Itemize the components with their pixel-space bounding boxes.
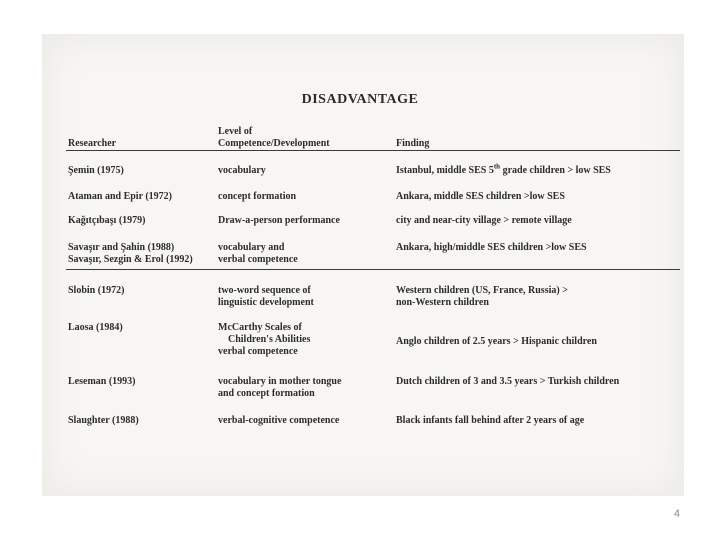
row-finding: Anglo children of 2.5 years > Hispanic children [396, 336, 597, 347]
row-level-line1: McCarthy Scales of [218, 322, 302, 333]
row-researcher: Şemin (1975) [68, 165, 124, 176]
row-level: verbal-cognitive competence [218, 415, 340, 426]
header-level-line2: Competence/Development [218, 138, 330, 149]
row-researcher: Laosa (1984) [68, 322, 123, 333]
row-finding: Black infants fall behind after 2 years of age [396, 415, 585, 426]
row-finding-line2: non-Western children [396, 297, 489, 308]
page-number: 4 [673, 508, 680, 520]
row-researcher: Leseman (1993) [68, 376, 136, 387]
row-level: concept formation [218, 191, 297, 202]
row-researcher: Slaughter (1988) [68, 415, 139, 426]
section-rule [66, 269, 680, 270]
header-researcher: Researcher [68, 138, 117, 149]
row-researcher-line1: Savaşır and Şahin (1988) [68, 242, 175, 253]
page-title: DISADVANTAGE [301, 92, 419, 107]
row-finding: Ankara, middle SES children >low SES [396, 191, 565, 202]
row-level-line1: vocabulary in mother tongue [218, 376, 342, 387]
row-finding: city and near-city village > remote village [396, 215, 572, 226]
row-researcher: Slobin (1972) [68, 285, 125, 296]
row-level: vocabulary [218, 165, 266, 176]
header-level-line1: Level of [218, 126, 253, 137]
row-level: Draw-a-person performance [218, 215, 340, 226]
row-level-line1: two-word sequence of [218, 285, 311, 296]
row-finding-line1: Western children (US, France, Russia) > [396, 285, 568, 296]
header-rule [66, 150, 680, 151]
row-researcher: Ataman and Epir (1972) [68, 191, 172, 202]
row-finding: Ankara, high/middle SES children >low SES [396, 242, 587, 253]
row-researcher: Kağıtçıbaşı (1979) [68, 215, 146, 226]
row-finding: Istanbul, middle SES 5th grade children > low SES [396, 162, 611, 176]
row-finding: Dutch children of 3 and 3.5 years > Turkish children [396, 376, 620, 387]
row-level-line2: and concept formation [218, 388, 315, 399]
header-finding: Finding [396, 138, 430, 149]
row-level-line2: verbal competence [218, 254, 298, 265]
row-level-line1: vocabulary and [218, 242, 285, 253]
row-researcher-line2: Savaşır, Sezgin & Erol (1992) [68, 254, 193, 265]
row-level-line2: Children's Abilities [228, 334, 311, 345]
row-level-line3: verbal competence [218, 346, 298, 357]
row-level-line2: linguistic development [218, 297, 314, 308]
ordinal-superscript: th [493, 162, 501, 171]
